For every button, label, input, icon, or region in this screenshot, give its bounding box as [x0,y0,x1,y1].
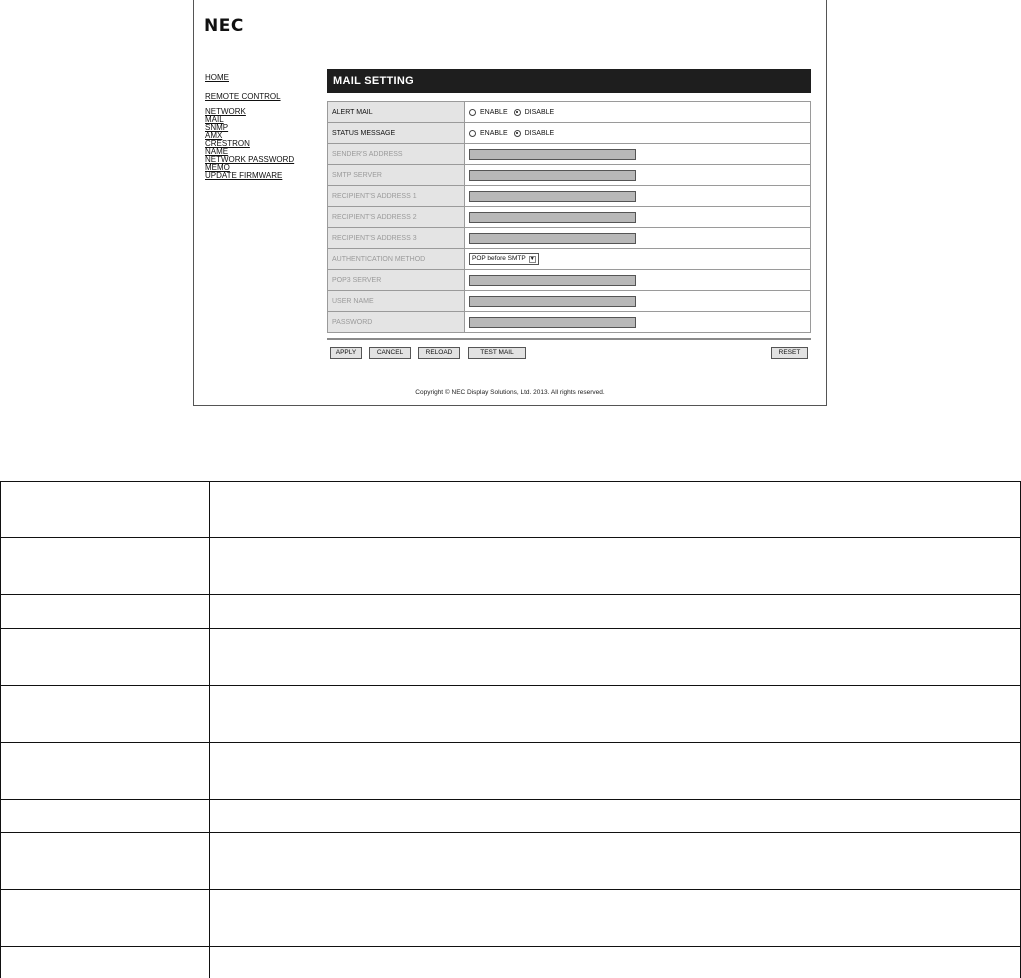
alert-mail-disable-label: DISABLE [524,108,555,116]
cancel-button[interactable]: CANCEL [369,347,411,359]
browser-screenshot [193,0,827,406]
form-row-user-name [328,291,810,312]
form-row-status-message [328,123,810,144]
status-message-disable-radio[interactable] [514,130,521,137]
nav-remote-control[interactable]: REMOTE CONTROL [205,92,281,101]
nav-snmp[interactable]: SNMP [205,123,229,132]
recipient-3-label: RECIPIENT'S ADDRESS 3 [328,228,465,248]
nec-logo: NEC [204,16,244,36]
nav-update-firmware[interactable]: UPDATE FIRMWARE [205,171,283,180]
status-message-disable-label: DISABLE [524,129,555,137]
nav-crestron[interactable]: CRESTRON [205,139,250,148]
table-row [1,890,1021,947]
table-row [1,686,1021,743]
auth-method-select[interactable] [469,253,539,265]
pop3-server-label: POP3 SERVER [328,270,465,290]
form-divider [327,338,811,340]
form-row-auth-method [328,249,810,270]
senders-address-label: SENDER'S ADDRESS [328,144,465,164]
nav-mail[interactable]: MAIL [205,115,224,124]
description-table [0,481,1021,978]
password-label: PASSWORD [328,312,465,332]
user-name-label: USER NAME [328,291,465,311]
auth-method-label: AUTHENTICATION METHOD [328,249,465,269]
recipient-1-label: RECIPIENT'S ADDRESS 1 [328,186,465,206]
table-row [1,482,1021,538]
status-message-label: STATUS MESSAGE [328,123,465,143]
smtp-server-field[interactable] [469,170,636,181]
recipient-2-field[interactable] [469,212,636,223]
smtp-server-label: SMTP SERVER [328,165,465,185]
chevron-down-icon: ▼ [529,255,535,262]
table-row [1,833,1021,890]
table-row [1,743,1021,800]
nav-memo[interactable]: MEMO [205,163,230,172]
status-message-enable-label: ENABLE [480,129,508,137]
senders-address-field[interactable] [469,149,636,160]
form-row-pop3-server [328,270,810,291]
form-row-recipient-2 [328,207,810,228]
nav-home[interactable]: HOME [205,73,229,82]
form-row-recipient-3 [328,228,810,249]
reload-button[interactable]: RELOAD [418,347,460,359]
nav-amx[interactable]: AMX [205,131,223,140]
status-message-enable-radio[interactable] [469,130,476,137]
table-row [1,947,1021,978]
sidebar-nav [205,74,294,180]
user-name-field[interactable] [469,296,636,307]
recipient-3-field[interactable] [469,233,636,244]
copyright-text: Copyright © NEC Display Solutions, Ltd. 2013. All rights reserved. [415,389,605,396]
nav-network-password[interactable]: NETWORK PASSWORD [205,155,295,164]
apply-button[interactable]: APPLY [330,347,362,359]
form-row-alert-mail [328,102,810,123]
table-row [1,800,1021,833]
page-title: MAIL SETTING [327,69,811,93]
mail-setting-form [327,101,811,333]
alert-mail-disable-radio[interactable] [514,109,521,116]
nav-name[interactable]: NAME [205,147,229,156]
form-row-recipient-1 [328,186,810,207]
auth-method-selected-value: POP before SMTP [472,255,526,262]
pop3-server-field[interactable] [469,275,636,286]
recipient-1-field[interactable] [469,191,636,202]
reset-button[interactable]: RESET [771,347,808,359]
test-mail-button[interactable]: TEST MAIL [468,347,526,359]
table-row [1,595,1021,629]
table-row [1,629,1021,686]
alert-mail-enable-radio[interactable] [469,109,476,116]
alert-mail-enable-label: ENABLE [480,108,508,116]
form-row-password [328,312,810,333]
recipient-2-label: RECIPIENT'S ADDRESS 2 [328,207,465,227]
alert-mail-label: ALERT MAIL [328,102,465,122]
password-field[interactable] [469,317,636,328]
table-row [1,538,1021,595]
form-row-smtp-server [328,165,810,186]
form-row-senders-address [328,144,810,165]
nav-network[interactable]: NETWORK [205,107,246,116]
